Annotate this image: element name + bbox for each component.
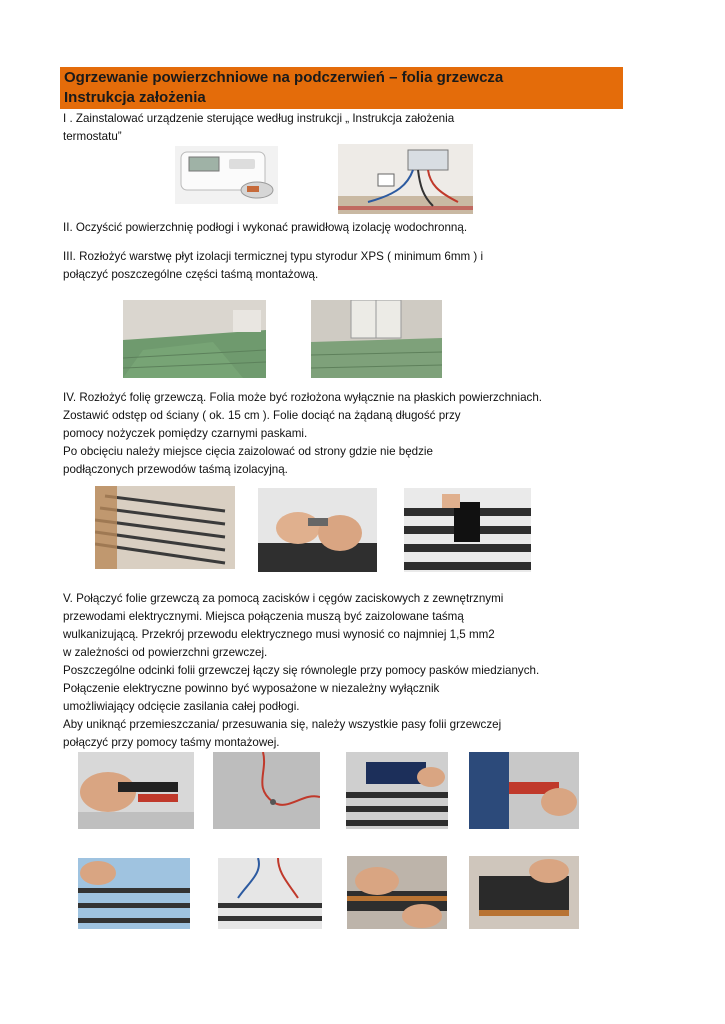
step-5-line-2: przewodami elektrycznymi. Miejsca połączenia muszą być zaizolowane taśmą	[63, 610, 464, 623]
step-5-line-5: Poszczególne odcinki folii grzewczej łączy się równolegle przy pomocy pasków miedzianych.	[63, 664, 540, 677]
step-1-line-1: I . Zainstalować urządzenie sterujące według instrukcji „ Instrukcja założenia	[63, 112, 455, 125]
step-5-line-6: Połączenie elektryczne powinno być wyposażone w niezależny wyłącznik	[63, 682, 440, 695]
step-5-line-8: Aby uniknąć przemieszczania/ przesuwania się, należy wszystkie pasy folii grzewczej	[63, 718, 502, 731]
step-5-line-9: połączyć przy pomocy taśmy montażowej.	[63, 736, 280, 749]
step-5-line-3: wulkanizującą. Przekrój przewodu elektrycznego musi wynosić co najmniej 1,5 mm2	[63, 628, 495, 641]
header-banner	[60, 67, 623, 109]
step-5-line-4: w zależności od powierzchni grzewczej.	[63, 646, 268, 659]
insulation-room-photo-2	[311, 300, 442, 378]
step-5-line-1: V. Połączyć folie grzewczą za pomocą zacisków i cęgów zaciskowych z zewnętrznymi	[63, 592, 504, 605]
step-4-line-2: Zostawić odstęp od ściany ( ok. 15 cm ). Folie dociąć na żądaną długość przy	[63, 409, 461, 422]
step-4-line-1: IV. Rozłożyć folię grzewczą. Folia może być rozłożona wyłącznie na płaskich powierzchniach.	[63, 391, 542, 404]
step-3-line-1: III. Rozłożyć warstwę płyt izolacji termicznej typu styrodur XPS ( minimum 6mm ) i	[63, 250, 484, 263]
heating-film-photo	[95, 486, 235, 569]
crimping-tool-photo	[346, 752, 448, 829]
step-4-line-3: pomocy nożyczek pomiędzy czarnymi paskami.	[63, 427, 308, 440]
step-4-line-5: podłączonych przewodów taśmą izolacyjną.	[63, 463, 288, 476]
step-5-line-7: umożliwiający odcięcie zasilania całej podłogi.	[63, 700, 300, 713]
step-1-line-2: termostatu”	[63, 130, 122, 143]
document-title: Ogrzewanie powierzchniowe na podczerwień – folia grzewcza	[64, 69, 504, 86]
crimping-clamp-photo	[78, 752, 194, 829]
film-tape-hands-photo	[469, 856, 579, 929]
taping-film-photo	[404, 488, 531, 572]
pliers-on-film-photo	[469, 752, 579, 829]
blue-tape-film-photo	[78, 858, 190, 929]
thermostat-photo	[175, 146, 278, 204]
insulation-room-photo-1	[123, 300, 266, 378]
cutting-film-photo	[258, 488, 377, 572]
document-subtitle: Instrukcja założenia	[64, 89, 206, 106]
red-wire-photo	[213, 752, 320, 829]
step-4-line-4: Po obcięciu należy miejsce cięcia zaizolować od strony gdzie nie będzie	[63, 445, 433, 458]
step-3-line-2: połączyć poszczególne części taśmą montażową.	[63, 268, 319, 281]
step-2-line-1: II. Oczyścić powierzchnię podłogi i wykonać prawidłową izolację wodochronną.	[63, 221, 468, 234]
copper-strip-photo	[347, 856, 447, 929]
wires-at-wall-photo	[218, 858, 322, 929]
wiring-box-photo	[338, 144, 473, 214]
